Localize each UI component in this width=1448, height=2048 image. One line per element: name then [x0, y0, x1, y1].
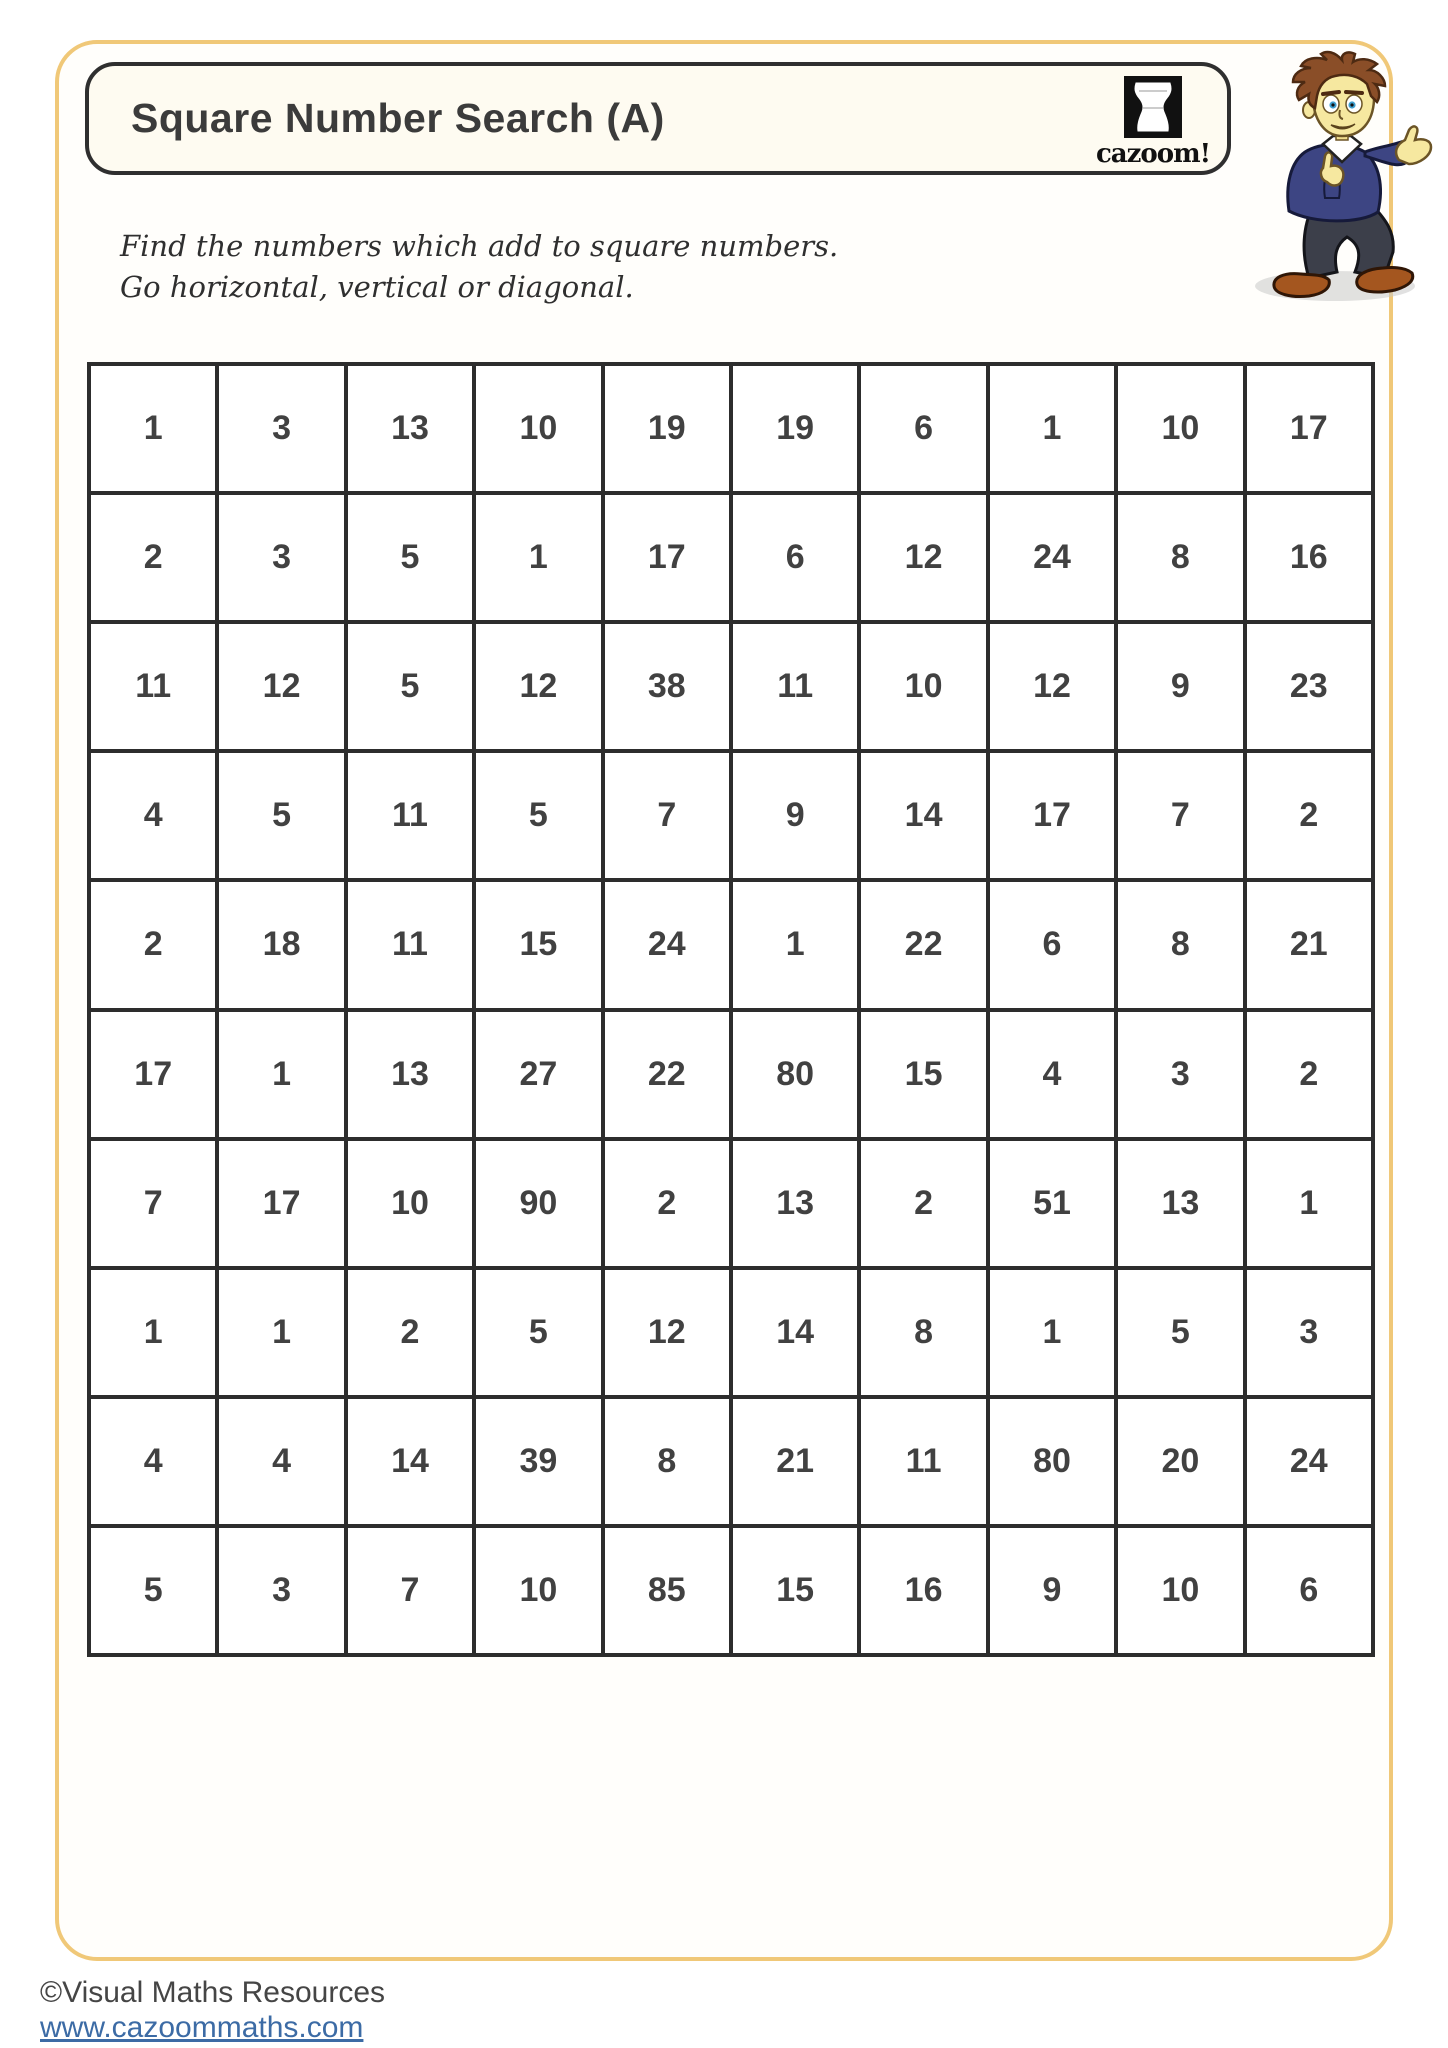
grid-cell-r7-c5: 2: [603, 1139, 731, 1268]
mascot-character: [1243, 48, 1448, 310]
grid-cell-r2-c2: 3: [217, 493, 345, 622]
grid-cell-r8-c1: 1: [89, 1268, 217, 1397]
grid-cell-r6-c9: 3: [1116, 1010, 1244, 1139]
grid-cell-r10-c8: 9: [988, 1526, 1116, 1655]
grid-cell-r1-c1: 1: [89, 364, 217, 493]
grid-cell-r4-c4: 5: [474, 751, 602, 880]
grid-cell-r6-c10: 2: [1245, 1010, 1373, 1139]
grid-cell-r8-c7: 8: [859, 1268, 987, 1397]
grid-cell-r1-c7: 6: [859, 364, 987, 493]
grid-cell-r3-c1: 11: [89, 622, 217, 751]
grid-cell-r2-c10: 16: [1245, 493, 1373, 622]
grid-cell-r9-c8: 80: [988, 1397, 1116, 1526]
grid-cell-r6-c7: 15: [859, 1010, 987, 1139]
logo-wordmark: cazoom!: [1095, 139, 1211, 169]
grid-cell-r7-c3: 10: [346, 1139, 474, 1268]
grid-cell-r5-c5: 24: [603, 880, 731, 1009]
page-title: Square Number Search (A): [131, 95, 665, 141]
grid-cell-r1-c8: 1: [988, 364, 1116, 493]
grid-cell-r10-c9: 10: [1116, 1526, 1244, 1655]
grid-cell-r9-c7: 11: [859, 1397, 987, 1526]
grid-cell-r9-c5: 8: [603, 1397, 731, 1526]
grid-cell-r1-c6: 19: [731, 364, 859, 493]
grid-cell-r3-c6: 11: [731, 622, 859, 751]
grid-cell-r3-c3: 5: [346, 622, 474, 751]
grid-cell-r4-c5: 7: [603, 751, 731, 880]
grid-cell-r1-c2: 3: [217, 364, 345, 493]
grid-cell-r9-c1: 4: [89, 1397, 217, 1526]
grid-cell-r2-c4: 1: [474, 493, 602, 622]
grid-cell-r4-c2: 5: [217, 751, 345, 880]
grid-cell-r5-c4: 15: [474, 880, 602, 1009]
grid-cell-r7-c7: 2: [859, 1139, 987, 1268]
grid-cell-r10-c7: 16: [859, 1526, 987, 1655]
grid-cell-r6-c6: 80: [731, 1010, 859, 1139]
mascot-shoe-left: [1274, 274, 1329, 297]
grid-cell-r2-c6: 6: [731, 493, 859, 622]
grid-cell-r4-c1: 4: [89, 751, 217, 880]
grid-cell-r2-c8: 24: [988, 493, 1116, 622]
grid-cell-r4-c7: 14: [859, 751, 987, 880]
grid-cell-r7-c10: 1: [1245, 1139, 1373, 1268]
grid-cell-r2-c1: 2: [89, 493, 217, 622]
instructions: [120, 226, 880, 308]
grid-cell-r10-c4: 10: [474, 1526, 602, 1655]
grid-cell-r3-c5: 38: [603, 622, 731, 751]
grid-cell-r5-c6: 1: [731, 880, 859, 1009]
grid-cell-r9-c9: 20: [1116, 1397, 1244, 1526]
website-link[interactable]: www.cazoommaths.com: [40, 2011, 364, 2044]
mascot-hand-right: [1396, 126, 1431, 164]
grid-cell-r8-c10: 3: [1245, 1268, 1373, 1397]
grid-cell-r6-c1: 17: [89, 1010, 217, 1139]
grid-cell-r2-c9: 8: [1116, 493, 1244, 622]
grid-cell-r6-c4: 27: [474, 1010, 602, 1139]
grid-cell-r8-c6: 14: [731, 1268, 859, 1397]
grid-cell-r3-c7: 10: [859, 622, 987, 751]
grid-cell-r1-c9: 10: [1116, 364, 1244, 493]
title-box: [85, 62, 1231, 175]
grid-cell-r2-c3: 5: [346, 493, 474, 622]
footer: [40, 1975, 385, 2045]
grid-cell-r6-c8: 4: [988, 1010, 1116, 1139]
grid-cell-r9-c3: 14: [346, 1397, 474, 1526]
grid-cell-r10-c5: 85: [603, 1526, 731, 1655]
grid-cell-r1-c10: 17: [1245, 364, 1373, 493]
grid-cell-r8-c3: 2: [346, 1268, 474, 1397]
grid-cell-r3-c8: 12: [988, 622, 1116, 751]
grid-cell-r6-c2: 1: [217, 1010, 345, 1139]
grid-cell-r8-c5: 12: [603, 1268, 731, 1397]
grid-cell-r4-c9: 7: [1116, 751, 1244, 880]
grid-cell-r2-c7: 12: [859, 493, 987, 622]
grid-cell-r9-c4: 39: [474, 1397, 602, 1526]
grid-cell-r8-c4: 5: [474, 1268, 602, 1397]
grid-cell-r6-c3: 13: [346, 1010, 474, 1139]
grid-cell-r1-c5: 19: [603, 364, 731, 493]
grid-cell-r3-c10: 23: [1245, 622, 1373, 751]
drum-icon: [1124, 76, 1182, 138]
grid-cell-r5-c1: 2: [89, 880, 217, 1009]
grid-cell-r7-c8: 51: [988, 1139, 1116, 1268]
grid-cell-r5-c8: 6: [988, 880, 1116, 1009]
grid-cell-r9-c2: 4: [217, 1397, 345, 1526]
grid-cell-r4-c10: 2: [1245, 751, 1373, 880]
grid-cell-r8-c8: 1: [988, 1268, 1116, 1397]
grid-cell-r10-c1: 5: [89, 1526, 217, 1655]
grid-cell-r1-c3: 13: [346, 364, 474, 493]
grid-cell-r9-c6: 21: [731, 1397, 859, 1526]
grid-cell-r2-c5: 17: [603, 493, 731, 622]
grid-cell-r3-c9: 9: [1116, 622, 1244, 751]
grid-cell-r10-c2: 3: [217, 1526, 345, 1655]
grid-cell-r5-c9: 8: [1116, 880, 1244, 1009]
mascot-brow-left: [1323, 92, 1339, 94]
grid-cell-r7-c1: 7: [89, 1139, 217, 1268]
grid-cell-r9-c10: 24: [1245, 1397, 1373, 1526]
grid-cell-r10-c6: 15: [731, 1526, 859, 1655]
grid-cell-r3-c2: 12: [217, 622, 345, 751]
grid-cell-r8-c2: 1: [217, 1268, 345, 1397]
grid-cell-r1-c4: 10: [474, 364, 602, 493]
instructions-line-1: Find the numbers which add to square numbers.: [120, 229, 839, 263]
grid-cell-r5-c10: 21: [1245, 880, 1373, 1009]
grid-cell-r10-c10: 6: [1245, 1526, 1373, 1655]
grid-cell-r4-c6: 9: [731, 751, 859, 880]
grid-cell-r5-c7: 22: [859, 880, 987, 1009]
grid-cell-r8-c9: 5: [1116, 1268, 1244, 1397]
grid-cell-r6-c5: 22: [603, 1010, 731, 1139]
grid-cell-r3-c4: 12: [474, 622, 602, 751]
cazoom-logo: [1095, 76, 1211, 169]
grid-cell-r7-c4: 90: [474, 1139, 602, 1268]
copyright-text: ©Visual Maths Resources: [40, 1976, 386, 2009]
instructions-line-2: Go horizontal, vertical or diagonal.: [120, 270, 634, 305]
grid-cell-r5-c2: 18: [217, 880, 345, 1009]
grid-cell-r4-c8: 17: [988, 751, 1116, 880]
grid-cell-r4-c3: 11: [346, 751, 474, 880]
grid-cell-r7-c6: 13: [731, 1139, 859, 1268]
mascot-brow-right: [1346, 92, 1362, 93]
number-grid: [87, 362, 1375, 1657]
grid-cell-r10-c3: 7: [346, 1526, 474, 1655]
grid-cell-r7-c2: 17: [217, 1139, 345, 1268]
grid-cell-r7-c9: 13: [1116, 1139, 1244, 1268]
grid-cell-r5-c3: 11: [346, 880, 474, 1009]
